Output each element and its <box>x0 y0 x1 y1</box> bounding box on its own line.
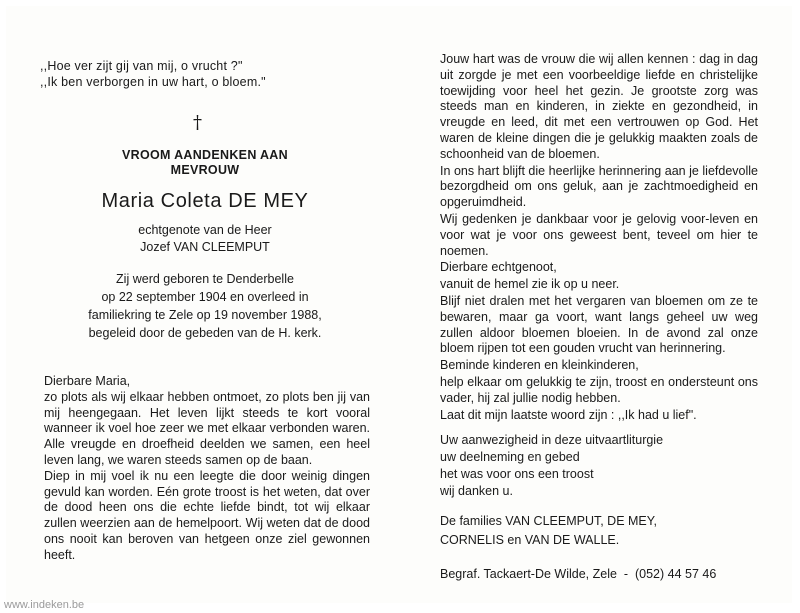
right-paragraph-2: In ons hart blijft die heerlijke herinnering aan je liefdevolle bezorgdheid om ons geluk, aan je zachtmoedigheid en opgeruimdheid. <box>440 163 758 210</box>
left-paragraph-2: Diep in mij voel ik nu een leegte die door weinig dingen gevuld kan worden. Eén grote troost is het weten, dat over de dood heen ons die echte liefde bindt, tot wij elkaar zullen weerzien aan de hemelpoort. Wij weten dat de dood ons nooit kan beroven van hetgeen onze ziel gewonnen heeft. <box>44 468 370 562</box>
watermark: www.indeken.be <box>4 599 85 611</box>
opening-quote <box>40 58 370 90</box>
spouse-line-1: echtgenote van de Heer <box>138 223 272 237</box>
dedication-line-2: MEVROUW <box>170 163 240 177</box>
birth-line-2: op 22 september 1904 en overleed in <box>101 290 309 304</box>
birth-death-info <box>40 270 370 342</box>
header-block <box>40 148 370 342</box>
spouse-line-2: Jozef VAN CLEEMPUT <box>140 240 270 254</box>
right-paragraph-4-line-2: vanuit de hemel zie ik op u neer. <box>440 277 620 292</box>
thanks-line-2: uw deelneming en gebed <box>440 450 580 465</box>
right-paragraph-4-line-1: Dierbare echtgenoot, <box>440 260 557 275</box>
families-block <box>440 512 758 549</box>
deceased-name: Maria Coleta DE MEY <box>101 190 309 212</box>
families-line-1: De families VAN CLEEMPUT, DE MEY, <box>440 513 657 528</box>
cross-icon: † <box>193 112 202 133</box>
families-line-2: CORNELIS en VAN DE WALLE. <box>440 532 620 547</box>
dedication-line-1: VROOM AANDENKEN AAN <box>122 148 288 162</box>
right-paragraph-1: Jouw hart was de vrouw die wij allen kennen : dag in dag uit zorgde je met een voorbeeldige liefde en christelijke toewijding voor heel het gezin. Je grootste zorg was steeds man en kinderen, in ziekte en gezondheid, in vreugde en leed, dit met een vertrouwen op God. Het waren de kleine dingen die je gelukkig maakten zoals de schoonheid van de bloemen. <box>440 52 758 161</box>
birth-line-4: begeleid door de gebeden van de H. kerk. <box>88 326 322 340</box>
greeting: Dierbare Maria, <box>44 374 131 388</box>
birth-line-1: Zij werd geboren te Denderbelle <box>116 272 294 286</box>
spouse-info <box>40 222 370 256</box>
left-letter <box>44 374 370 564</box>
right-paragraph-7: Laat dit mijn laatste woord zijn : ,,Ik had u lief". <box>440 407 697 422</box>
right-paragraph-3: Wij gedenken je dankbaar voor je gelovig voor-leven en voor wat je voor ons geweest bent, teveel om hier te noemen. <box>440 211 758 258</box>
printer-info <box>440 567 758 583</box>
birth-line-3: familiekring te Zele op 19 november 1988, <box>88 308 322 322</box>
thanks-block <box>440 433 758 499</box>
dedication <box>40 148 370 178</box>
right-paragraph-6: help elkaar om gelukkig te zijn, troost en ondersteunt ons vader, hij zal jullie nodig hebben. <box>440 374 758 405</box>
thanks-line-1: Uw aanwezigheid in deze uitvaartliturgie <box>440 433 664 448</box>
thanks-line-3: het was voor ons een troost <box>440 466 594 481</box>
printer-text: Begraf. Tackaert-De Wilde, Zele - (052) 44 57 46 <box>440 566 717 581</box>
left-paragraph-1: zo plots als wij elkaar hebben ontmoet, zo plots ben jij van mij heengegaan. Het leven lijkt steeds te kort vooral wanneer ik voel hoe zeer we met elkaar verbonden waren. Alle vreugde en droefheid deelden we samen, een heel leven lang, we waren steeds samen op de baan. <box>44 389 370 467</box>
quote-line-1: ,,Hoe ver zijt gij van mij, o vrucht ?" <box>40 59 243 73</box>
right-letter <box>440 52 758 582</box>
right-paragraph-5: Blijf niet dralen met het vergaren van bloemen om ze te bewaren, maar ga voort, want langs geheel uw weg zullen aldoor bloemen bloeien. In de avond zal onze bloem rijpen tot een gouden vrucht van herinnering. <box>440 293 758 356</box>
thanks-line-4: wij danken u. <box>440 483 513 498</box>
right-paragraph-6-line-1: Beminde kinderen en kleinkinderen, <box>440 358 639 373</box>
quote-line-2: ,,Ik ben verborgen in uw hart, o bloem." <box>40 75 266 89</box>
